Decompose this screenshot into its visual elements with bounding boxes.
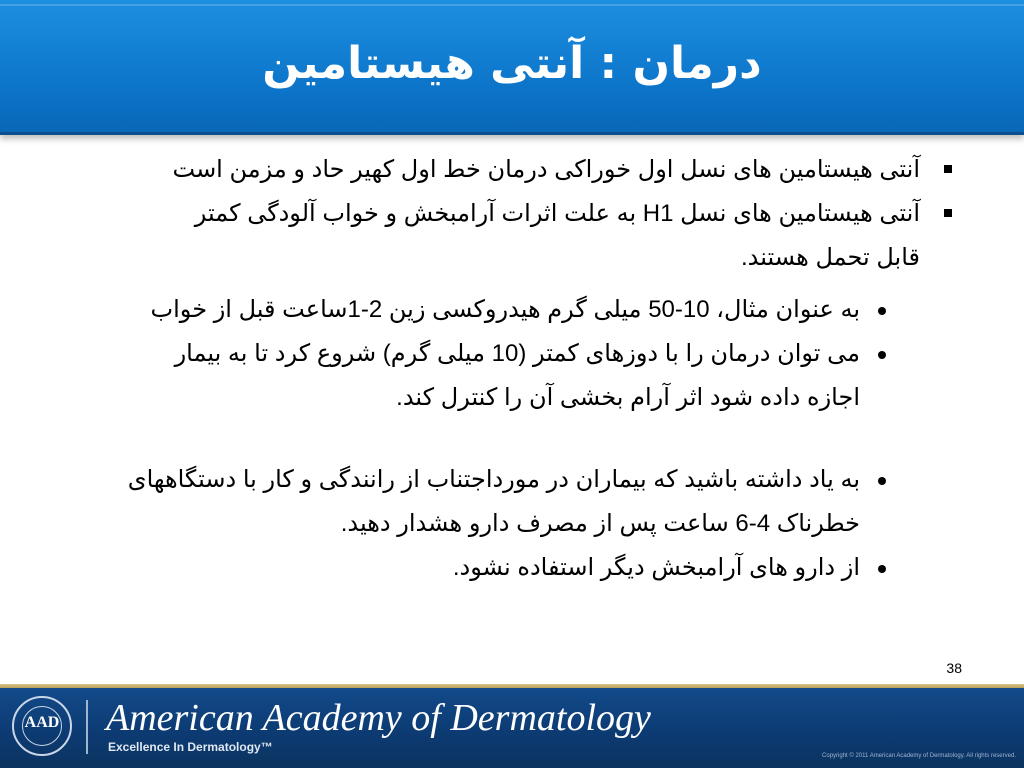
sub-bullet-item	[30, 458, 912, 546]
square-bullet-icon	[944, 209, 952, 217]
title-bar	[0, 0, 1024, 135]
aad-seal-logo	[12, 696, 72, 756]
sub-bullet-text-continued: خطرناک 4-6 ساعت پس از مصرف دارو هشدار دهید.	[340, 510, 860, 537]
page-number: 38	[946, 660, 962, 676]
organization-name: American Academy of Dermatology	[106, 697, 651, 739]
round-bullet-icon	[878, 477, 886, 485]
round-bullet-icon	[878, 351, 886, 359]
bullet-text: آنتی هیستامین های نسل H1 به علت اثرات آرامبخش و خواب آلودگی کمتر	[194, 200, 920, 227]
sub-bullet-text: به عنوان مثال، 10-50 میلی گرم هیدروکسی زین 2-1ساعت قبل از خواب	[150, 296, 860, 323]
slide-title: درمان : آنتی هیستامین	[262, 38, 762, 89]
square-bullet-icon	[944, 165, 952, 173]
footer-divider	[86, 700, 88, 754]
sub-bullet-text-continued: اجازه داده شود اثر آرام بخشی آن را کنترل کند.	[396, 384, 860, 411]
seal-text: AAD	[24, 714, 60, 731]
sub-bullet-item	[30, 546, 912, 590]
sub-bullet-text: از دارو های آرامبخش دیگر استفاده نشود.	[452, 554, 860, 581]
organization-tagline: Excellence In Dermatology™	[108, 740, 273, 754]
footer	[0, 688, 1024, 768]
round-bullet-icon	[878, 565, 886, 573]
spacer	[30, 420, 962, 458]
bullet-item	[30, 148, 962, 192]
title-bar-highlight	[0, 4, 1024, 6]
sub-bullet-item	[30, 332, 912, 420]
sub-bullet-text: به یاد داشته باشید که بیماران در مورداجتناب از رانندگی و کار با دستگاههای	[127, 466, 860, 493]
slide-content	[30, 148, 962, 590]
bullet-text-continued: قابل تحمل هستند.	[740, 244, 920, 271]
bullet-item	[30, 192, 962, 280]
sub-bullet-text: می توان درمان را با دوزهای کمتر (10 میلی گرم) شروع کرد تا به بیمار	[174, 340, 860, 367]
bullet-text: آنتی هیستامین های نسل اول خوراکی درمان خط اول کهیر حاد و مزمن است	[172, 156, 920, 183]
copyright-notice: Copyright © 2011 American Academy of Dermatology. All rights reserved.	[822, 753, 1016, 759]
round-bullet-icon	[878, 307, 886, 315]
sub-bullet-item	[30, 288, 912, 332]
